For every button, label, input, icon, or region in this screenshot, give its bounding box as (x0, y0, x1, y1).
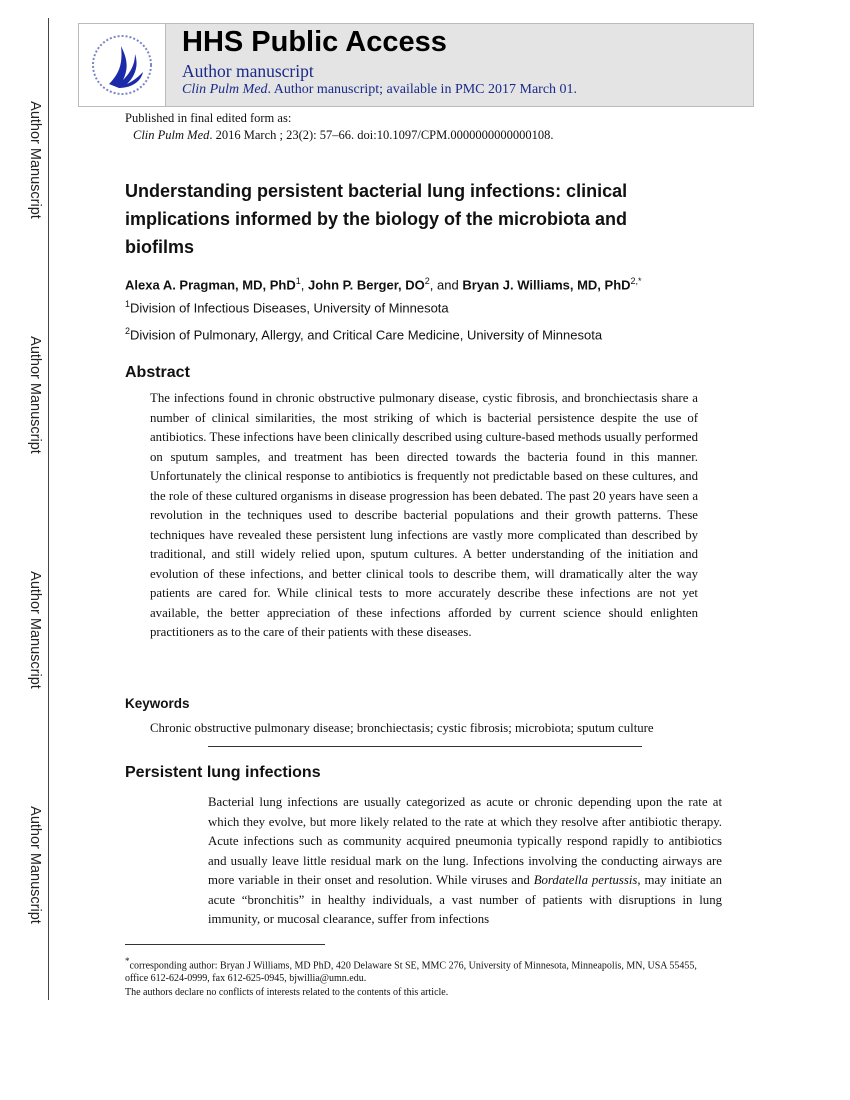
author-list (125, 276, 642, 292)
side-label-text: Author Manuscript (27, 571, 43, 689)
aff-sup: 1 (125, 299, 131, 309)
species-name: Bordatella pertussis (533, 873, 638, 887)
corresponding-footnote (125, 955, 715, 985)
hhs-logo-icon (79, 24, 166, 106)
body-text: , may initiate an acute “bronchitis” in healthy individuals, a vast number of patients with disruptions in lung immunity, or mucosal clearance, suffer from infections (208, 873, 722, 926)
body-text: Bacterial lung infections are usually categorized as acute or chronic depending upon the rate at which they evolve, but more likely related to the rate at which they resolve after antibiotic therapy. Acute infections such as community acquired pneumonia typically respond rapidly to antibiotics and usually leave little residual mark on the lung. Infections involving the conducting airways are more variable in their onset and resolution. While viruses and (208, 795, 722, 887)
citation-text: . 2016 March ; 23(2): 57–66. doi:10.1097/CPM.0000000000000108. (209, 128, 554, 142)
author-manuscript-side-label (22, 90, 48, 230)
abstract-heading: Abstract (125, 364, 190, 381)
keywords-heading: Keywords (125, 696, 190, 711)
separator: , and (429, 277, 463, 293)
author-name: John P. Berger, DO (307, 277, 425, 293)
journal-name: Clin Pulm Med (133, 128, 210, 142)
footnote-mark: * (125, 956, 130, 966)
published-label: Published in final edited form as: (125, 111, 292, 125)
aff-text: Division of Infectious Diseases, University of Minnesota (130, 300, 449, 316)
author-sup: 1 (295, 276, 301, 286)
side-label-text: Author Manuscript (27, 101, 43, 219)
author-name: Bryan J. Williams, MD, PhD (462, 277, 631, 293)
header-availability (182, 82, 577, 98)
side-label-text: Author Manuscript (27, 336, 43, 454)
abstract-text: The infections found in chronic obstructive pulmonary disease, cystic fibrosis, and bronchiectasis share a number of clinical similarities, the most striking of which is bacterial persistence despite the use of antibiotics. These infections have been clinically described using culture-based methods usually performed on sputum samples, and treatment has been directed towards the bacteria found in this manner. Unfortunately the clinical response to antibiotics is frequently not predictable based on these cultures, and the role of these cultured organisms in disease progression has been debated. The past 20 years have seen a revolution in the techniques used to describe bacterial populations and their growth patterns. These techniques have revealed these persistent lung infections are vastly more complicated than described by traditional, and still widely relied upon, sputum cultures. A better understanding of the initiation and evolution of these infections, and better clinical tools to describe them, will dramatically alter the way patients are cared for. While clinical tests to more accurately describe these infections are not yet available, the better appreciation of these infections afforded by current science should enlighten practitioners as to the care of their patients with these diseases. (150, 391, 698, 639)
header-subtitle: Author manuscript (182, 61, 314, 81)
article-title: Understanding persistent bacterial lung infections: clinical implications informed by the biology of the microbiota and biofilms (125, 181, 628, 257)
section-divider (208, 746, 642, 747)
separator: , (300, 277, 308, 293)
hhs-header (78, 23, 754, 107)
conflicts-footnote: The authors declare no conflicts of interests related to the contents of this article. (125, 987, 449, 998)
affiliation (125, 299, 449, 315)
author-manuscript-side-label (22, 795, 48, 935)
aff-text: Division of Pulmonary, Allergy, and Critical Care Medicine, University of Minnesota (130, 327, 603, 343)
author-manuscript-side-label (22, 325, 48, 465)
author-manuscript-side-label (22, 560, 48, 700)
footnote-rule (125, 944, 325, 945)
section-heading: Persistent lung infections (125, 764, 321, 781)
author-sup: 2,* (630, 276, 642, 286)
affiliation (125, 326, 602, 342)
body-paragraph (208, 793, 722, 930)
author-sup: 2 (424, 276, 430, 286)
keywords-text: Chronic obstructive pulmonary disease; bronchiectasis; cystic fibrosis; microbiota; sputum culture (150, 721, 654, 735)
citation[interactable] (133, 128, 553, 143)
footnote-text: corresponding author: Bryan J Williams, MD PhD, 420 Delaware St SE, MMC 276, University of Minnesota, Minneapolis, MN, USA 55455, office 612-624-0999, fax 612-625-0945, bjwillia@umn.edu. (125, 960, 697, 985)
aff-sup: 2 (125, 326, 131, 336)
journal-name: Clin Pulm Med (182, 82, 268, 97)
margin-rule (48, 18, 49, 1000)
author-name: Alexa A. Pragman, MD, PhD (125, 277, 296, 293)
header-title: HHS Public Access (182, 26, 447, 58)
availability-text: . Author manuscript; available in PMC 2017 March 01. (267, 82, 578, 97)
side-label-text: Author Manuscript (27, 806, 43, 924)
